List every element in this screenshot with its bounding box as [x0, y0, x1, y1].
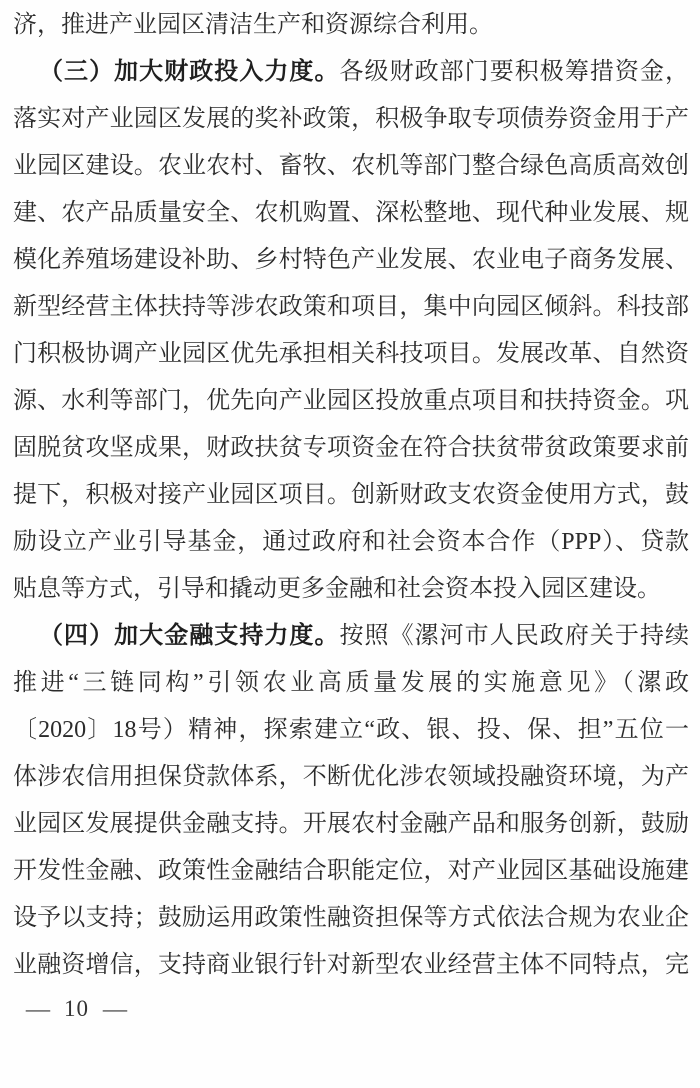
text-line: 业融资增信，支持商业银行针对新型农业经营主体不同特点，完: [13, 952, 689, 978]
text-line: 业园区发展提供金融支持。开展农村金融产品和服务创新，鼓励: [13, 811, 689, 837]
text-line: 模化养殖场建设补助、乡村特色产业发展、农业电子商务发展、: [13, 247, 689, 273]
footer-dash-right: —: [102, 996, 128, 1021]
text-line: 贴息等方式，引导和撬动更多金融和社会资本投入园区建设。: [13, 576, 661, 602]
paragraph-first-line: （四）加大金融支持力度。按照《漯河市人民政府关于持续: [39, 623, 689, 649]
text-line: 固脱贫攻坚成果，财政扶贫专项资金在符合扶贫带贫政策要求前: [13, 435, 689, 461]
text-line: 〔2020〕18号）精神，探索建立“政、银、投、保、担”五位一: [13, 717, 689, 743]
text-line: 新型经营主体扶持等涉农政策和项目，集中向园区倾斜。科技部: [13, 294, 689, 320]
page-number: 10: [64, 996, 89, 1021]
text-line: 励设立产业引导基金，通过政府和社会资本合作（PPP）、贷款: [13, 529, 689, 555]
text-line: 落实对产业园区发展的奖补政策，积极争取专项债券资金用于产: [13, 106, 689, 132]
footer-dash-left: —: [25, 996, 51, 1021]
text-line: 门积极协调产业园区优先承担相关科技项目。发展改革、自然资: [13, 341, 689, 367]
text-line: 济，推进产业园区清洁生产和资源综合利用。: [13, 12, 493, 38]
page-footer: [27, 994, 126, 1024]
text-line: 开发性金融、政策性金融结合职能定位，对产业园区基础设施建: [13, 858, 689, 884]
text-line: 推进“三链同构”引领农业高质量发展的实施意见》（漯政: [13, 670, 689, 696]
paragraph-first-line: （三）加大财政投入力度。各级财政部门要积极筹措资金，: [39, 59, 689, 85]
text-line: 体涉农信用担保贷款体系，不断优化涉农领域投融资环境，为产: [13, 764, 689, 790]
text-line: 源、水利等部门，优先向产业园区投放重点项目和扶持资金。巩: [13, 388, 689, 414]
document-body: [13, 2, 689, 989]
text-line: 提下，积极对接产业园区项目。创新财政支农资金使用方式，鼓: [13, 482, 689, 508]
text-line: 建、农产品质量安全、农机购置、深松整地、现代种业发展、规: [13, 200, 689, 226]
text-line: 设予以支持；鼓励运用政策性融资担保等方式依法合规为农业企: [13, 905, 689, 931]
section-heading: （四）加大金融支持力度。: [39, 623, 340, 649]
section-heading: （三）加大财政投入力度。: [39, 59, 340, 85]
text-line: 业园区建设。农业农村、畜牧、农机等部门整合绿色高质高效创: [13, 153, 689, 179]
